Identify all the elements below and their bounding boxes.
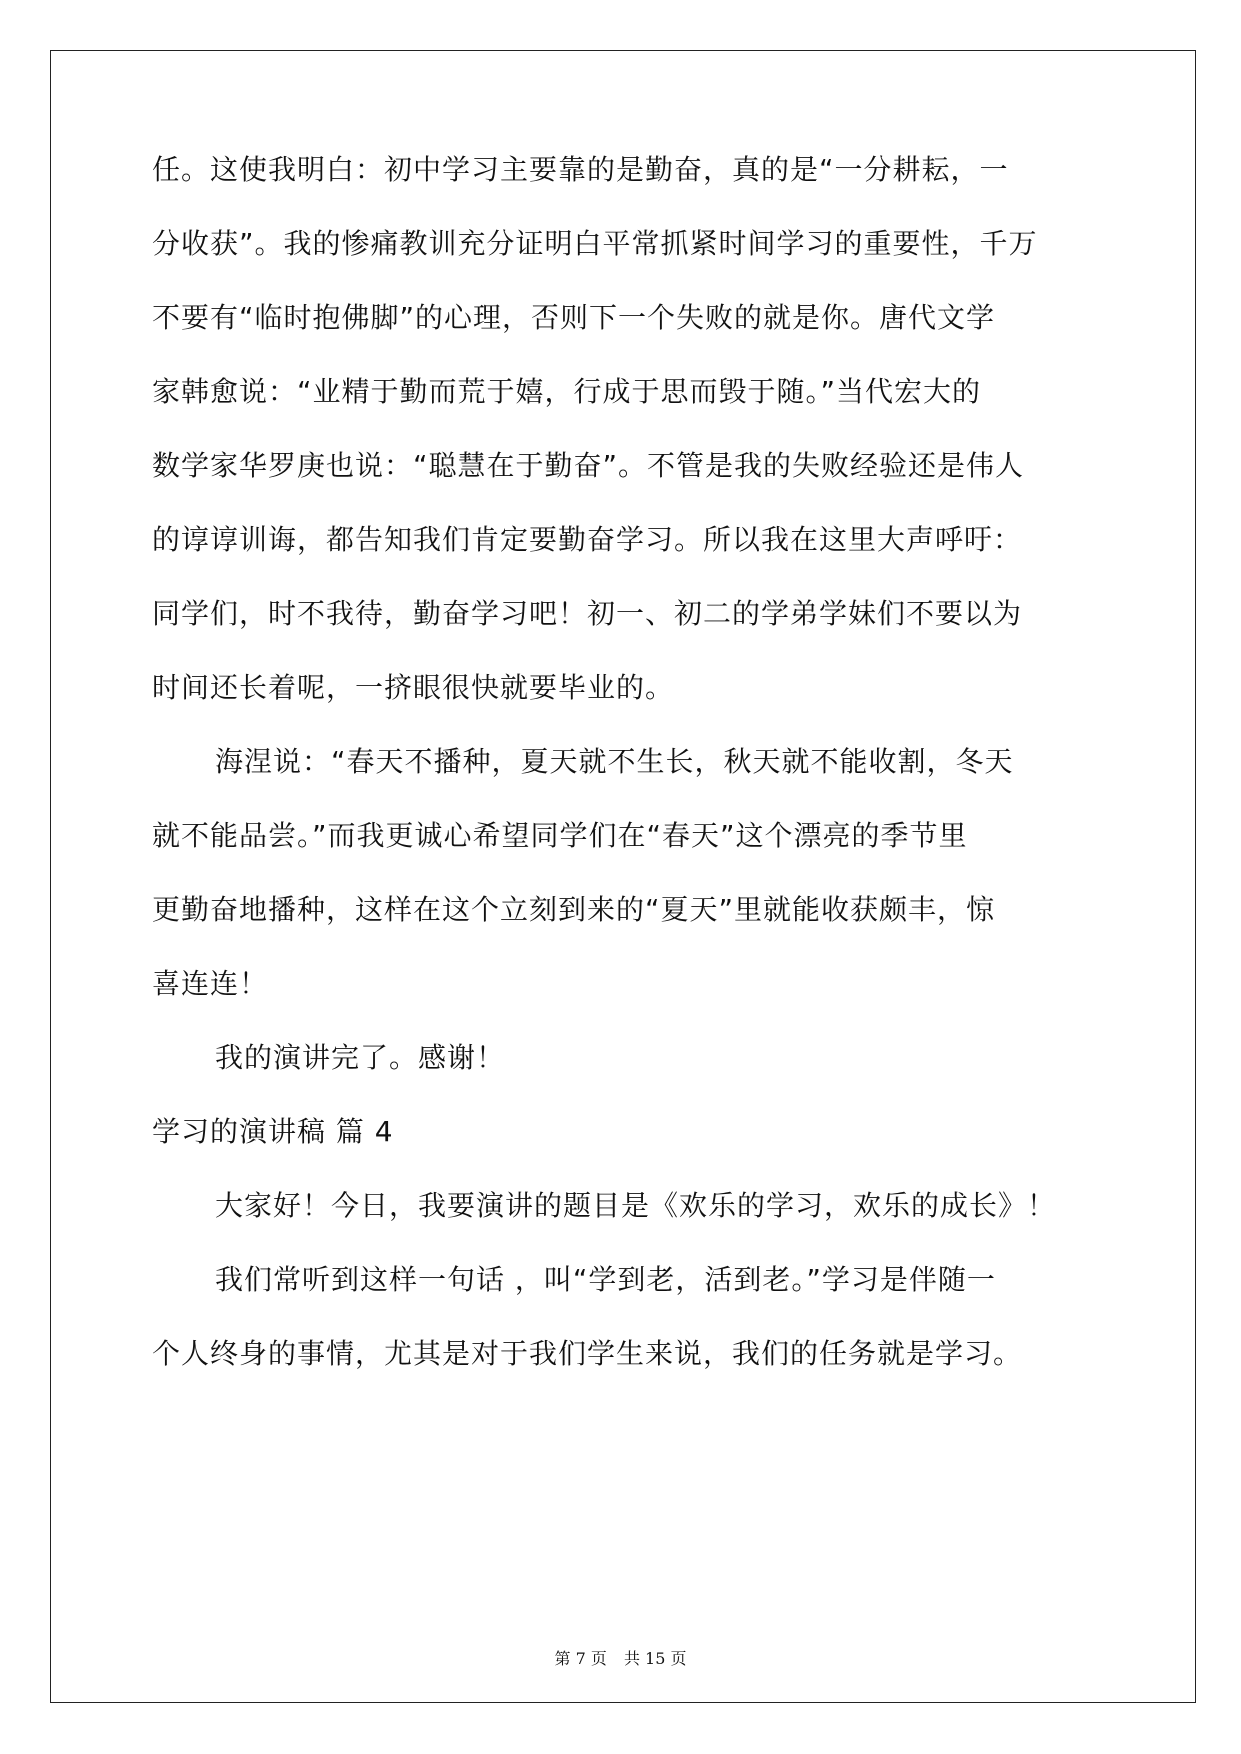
text-line-15: 大家好！今日，我要演讲的题目是《欢乐的学习，欢乐的成长》！ [215,1189,1057,1222]
text-line-17: 个人终身的事情，尤其是对于我们学生来说，我们的任务就是学习。 [152,1337,1023,1370]
text-line-1: 任。这使我明白：初中学习主要靠的是勤奋，真的是“一分耕耘，一 [152,153,1009,186]
text-line-11: 更勤奋地播种，这样在这个立刻到来的“夏天”里就能收获颇丰，惊 [152,893,996,926]
text-line-13: 我的演讲完了。感谢！ [215,1041,506,1074]
text-line-12: 喜连连！ [152,967,269,1000]
text-line-8: 时间还长着呢，一挤眼很快就要毕业的。 [152,671,675,704]
text-line-6: 的谆谆训诲，都告知我们肯定要勤奋学习。所以我在这里大声呼吁： [152,523,1023,556]
text-line-7: 同学们，时不我待，勤奋学习吧！初一、初二的学弟学妹们不要以为 [152,597,1023,630]
page-total: 共 15 页 [623,1649,687,1668]
text-line-10: 就不能品尝。”而我更诚心希望同学们在“春天”这个漂亮的季节里 [152,819,968,852]
page-footer [0,1649,1241,1669]
page-current: 第 7 页 [554,1649,607,1668]
section-heading: 学习的演讲稿 篇 4 [152,1115,394,1148]
text-line-4: 家韩愈说：“业精于勤而荒于嬉，行成于思而毁于随。”当代宏大的 [152,375,982,408]
text-line-5: 数学家华罗庚也说：“聪慧在于勤奋”。不管是我的失败经验还是伟人 [152,449,1025,482]
text-line-16: 我们常听到这样一句话 ，叫“学到老，活到老。”学习是伴随一 [215,1263,996,1296]
text-line-3: 不要有“临时抱佛脚”的心理，否则下一个失败的就是你。唐代文学 [152,301,996,334]
page-border [50,50,1196,1703]
text-line-2: 分收获”。我的惨痛教训充分证明白平常抓紧时间学习的重要性，千万 [152,227,1038,260]
text-line-9: 海涅说：“春天不播种，夏天就不生长，秋天就不能收割，冬天 [215,745,1014,778]
